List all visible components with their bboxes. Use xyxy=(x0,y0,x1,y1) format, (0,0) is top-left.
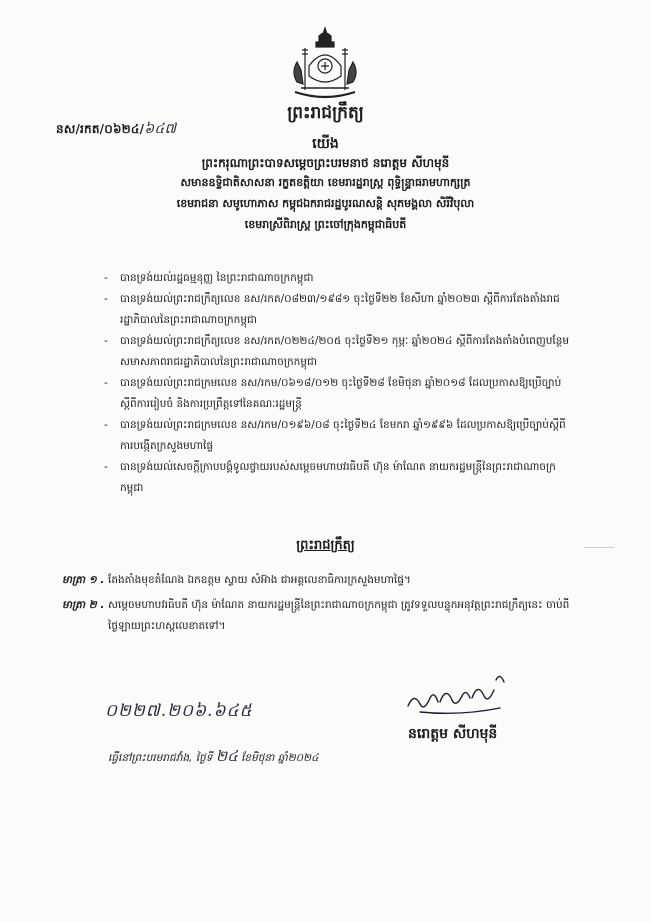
visa-item: - បានទ្រង់យល់ព្រះរាជក្រមលេខ នស/រកម/០៦១៨/០១២ ចុះថ្ងៃទី២៨ ខែមិថុនា ឆ្នាំ២០១៨ ដែលប្រកាសឱ្យប្រើច្បាប់ស្តីពីការរៀបចំ និងការប្រព្រឹត្តទៅនៃគណៈរដ្ឋមន្ត្រី xyxy=(104,377,562,410)
royal-signature xyxy=(400,668,520,718)
visa-text: បានទ្រង់យល់ព្រះរាជក្រឹត្យលេខ នស/រកត/០២២៤/២០៥ ចុះថ្ងៃទី២១ កុម្ភៈ ឆ្នាំ២០២៤ ស្តីពីការតែងតាំងបំពេញបន្ថែមសមាសភាពរាជរដ្ឋាភិបាលនៃព្រះរាជាណាចក្រកម្ពុជា xyxy=(120,335,570,368)
visa-item: - បានទ្រង់យល់រដ្ឋធម្មនុញ្ញ នៃព្រះរាជាណាចក្រកម្ពុជា xyxy=(104,272,314,284)
visa-text: បានទ្រង់យល់ព្រះរាជក្រមលេខ នស/រកម/០១៩៦/០៨ ចុះថ្ងៃទី២៤ ខែមករា ឆ្នាំ១៩៩៦ ដែលប្រកាសឱ្យប្រើច្បាប់ស្តីពីការបង្កើតក្រសួងមហាផ្ទៃ xyxy=(120,419,566,452)
place-and-date xyxy=(108,747,319,769)
article-text: សម្តេចមហាបវរធិបតី ហ៊ុន ម៉ាណែត នាយករដ្ឋមន្ត្រីនៃព្រះរាជាណាចក្រកម្ពុជា ត្រូវទទួលបន្ទុកអនុវត្តព្រះរាជក្រឹត្យនេះ ចាប់ពីថ្ងៃឡាយព្រះហស្តលេខាតទៅ។ xyxy=(108,599,570,632)
handwritten-reference: ០២២៧.២០៦.៦៤៥ xyxy=(105,701,253,721)
king-title-line-1: ព្រះករុណាព្រះបាទសម្តេចព្រះបរមនាថ នរោត្តម សីហមុនី xyxy=(201,156,450,170)
king-title-line-3: ខេមរាជនា សមូហោភាស កម្ពុជឯករាជរដ្ឋបូរណសន្តិ សុភមង្គលា សិរីវិបុលា xyxy=(176,197,475,210)
we-heading: យើង xyxy=(312,136,339,152)
visa-list xyxy=(104,268,574,499)
signer-name: នរោត្តម សីហមុនី xyxy=(408,726,498,742)
visa-text: បានទ្រង់យល់ព្រះរាជក្រមលេខ នស/រកម/០៦១៨/០១២ ចុះថ្ងៃទី២៨ ខែមិថុនា ឆ្នាំ២០១៨ ដែលប្រកាសឱ្យប្រើច្បាប់ស្តីពីការរៀបចំ និងការប្រព្រឹត្តទៅនៃគណៈរដ្ឋមន្ត្រី xyxy=(120,377,562,410)
decree-heading: ព្រះរាជក្រឹត្យ xyxy=(296,538,355,553)
royal-coat-of-arms-icon xyxy=(285,26,365,104)
reference-number-printed: នស/រកត/០៦២៤/ xyxy=(56,122,145,136)
king-title-line-2: សមានឧទ្ទិជាតិសាសនា រក្ខតខត្តិយា ខេមរារដ្ឋរាស្ត្រ ពុទ្ធិន្ទ្រាធរាមហាក្សត្រ xyxy=(180,176,471,189)
document-type-title: ព្រះរាជក្រឹត្យ xyxy=(287,103,364,123)
article-1 xyxy=(62,570,602,591)
visa-text: បានទ្រង់យល់ព្រះរាជក្រឹត្យលេខ នស/រកត/០៨២៣/១៩៨១ ចុះថ្ងៃទី២២ ខែសីហា ឆ្នាំ២០២៣ ស្តីពីការតែងតាំងរាជរដ្ឋាភិបាលនៃព្រះរាជាណាចក្រកម្ពុជា xyxy=(120,293,560,326)
reference-number-handwritten: ៦៤៧ xyxy=(144,121,177,137)
place-date-suffix: ខែមិថុនា ឆ្នាំ២០២៤ xyxy=(241,752,319,764)
king-title-line-4: ខេមរាស្រីពិរាស្ត្រ ព្រះចៅក្រុងកម្ពុជាធិបតី xyxy=(244,218,407,231)
article-text: តែងតាំងមុខតំណែង ឯកឧត្តម ស្វាយ សំអ៊ាង ជាអគ្គលេខាធិការក្រសួងមហាផ្ទៃ។ xyxy=(108,574,411,586)
article-2 xyxy=(62,595,602,637)
place-date-day: ២៤ xyxy=(215,747,238,765)
article-label: មាត្រា ២ . xyxy=(62,599,105,611)
visa-item: - បានទ្រង់យល់ព្រះរាជក្រឹត្យលេខ នស/រកត/០២២៤/២០៥ ចុះថ្ងៃទី២១ កុម្ភៈ ឆ្នាំ២០២៤ ស្តីពីការតែងតាំងបំពេញបន្ថែមសមាសភាពរាជរដ្ឋាភិបាលនៃព្រះរាជាណាចក្រកម្ពុជា xyxy=(104,335,570,368)
article-label: មាត្រា ១ . xyxy=(62,574,105,586)
visa-text: បានទ្រង់យល់សេចក្តីក្រាបបង្គំទូលថ្វាយរបស់សម្តេចមហាបវរធិបតី ហ៊ុន ម៉ាណែត នាយករដ្ឋមន្ត្រីនៃព្រះរាជាណាចក្រកម្ពុជា xyxy=(120,461,556,494)
visa-item: - បានទ្រង់យល់ព្រះរាជក្រឹត្យលេខ នស/រកត/០៨២៣/១៩៨១ ចុះថ្ងៃទី២២ ខែសីហា ឆ្នាំ២០២៣ ស្តីពីការតែងតាំងរាជរដ្ឋាភិបាលនៃព្រះរាជាណាចក្រកម្ពុជា xyxy=(104,293,560,326)
visa-item: - បានទ្រង់យល់សេចក្តីក្រាបបង្គំទូលថ្វាយរបស់សម្តេចមហាបវរធិបតី ហ៊ុន ម៉ាណែត នាយករដ្ឋមន្ត្រីនៃព្រះរាជាណាចក្រកម្ពុជា xyxy=(104,461,556,494)
scan-mark xyxy=(584,547,614,548)
visa-text: បានទ្រង់យល់រដ្ឋធម្មនុញ្ញ នៃព្រះរាជាណាចក្រកម្ពុជា xyxy=(120,272,314,284)
visa-item: - បានទ្រង់យល់ព្រះរាជក្រមលេខ នស/រកម/០១៩៦/០៨ ចុះថ្ងៃទី២៤ ខែមករា ឆ្នាំ១៩៩៦ ដែលប្រកាសឱ្យប្រើច្បាប់ស្តីពីការបង្កើតក្រសួងមហាផ្ទៃ xyxy=(104,419,566,452)
place-date-prefix: ធ្វើនៅព្រះបរមរាជវាំង, ថ្ងៃទី xyxy=(108,752,213,764)
